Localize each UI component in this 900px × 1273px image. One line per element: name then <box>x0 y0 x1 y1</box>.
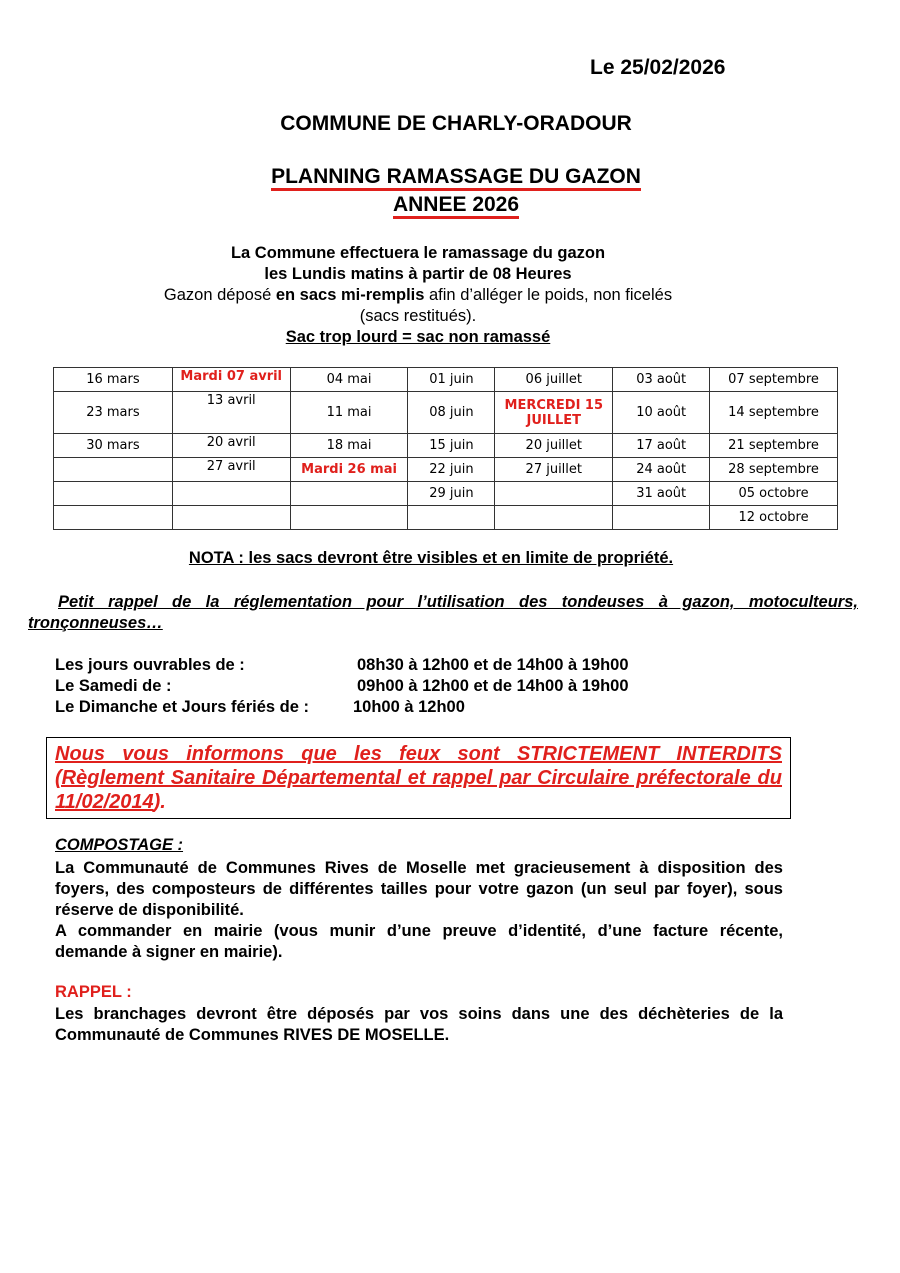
table-cell: 27 avril <box>172 458 290 482</box>
hours-label: Le Dimanche et Jours fériés de : <box>55 698 310 716</box>
table-cell <box>54 458 173 482</box>
page-title <box>0 163 900 219</box>
table-cell: 07 septembre <box>710 368 838 392</box>
table-cell: 27 juillet <box>495 458 613 482</box>
schedule-table <box>53 367 838 530</box>
hours-value: 08h30 à 12h00 et de 14h00 à 19h00 <box>357 656 629 674</box>
intro-line-4: (sacs restitués). <box>359 307 477 325</box>
intro-line-3-bold: en sacs mi-remplis <box>275 286 425 304</box>
hours-value: 10h00 à 12h00 <box>353 698 465 716</box>
intro-block <box>0 243 836 348</box>
table-cell: 18 mai <box>290 434 408 458</box>
table-cell: 13 avril <box>172 392 290 434</box>
table-row <box>54 482 838 506</box>
compostage-paragraph-2: A commander en mairie (vous munir d’une preuve d’identité, d’une facture récente, demande à signer en mairie). <box>55 922 783 961</box>
table-cell: 31 août <box>613 482 710 506</box>
intro-line-3-pre: Gazon déposé <box>163 286 276 304</box>
table-cell <box>54 506 173 530</box>
table-cell <box>290 482 408 506</box>
table-cell: 23 mars <box>54 392 173 434</box>
document-date: Le 25/02/2026 <box>590 56 726 79</box>
title-line-1: PLANNING RAMASSAGE DU GAZON <box>271 165 641 191</box>
rappel-text: Les branchages devront être déposés par vos soins dans une des déchèteries de la Communauté de Communes RIVES DE MOSELLE. <box>55 1005 783 1044</box>
table-cell <box>54 482 173 506</box>
title-line-2: ANNEE 2026 <box>393 193 519 219</box>
table-cell: 14 septembre <box>710 392 838 434</box>
intro-warning: Sac trop lourd = sac non ramassé <box>285 328 551 346</box>
table-row <box>54 506 838 530</box>
table-cell <box>290 506 408 530</box>
table-cell: 03 août <box>613 368 710 392</box>
table-cell: MERCREDI 15 JUILLET <box>495 392 613 434</box>
table-row <box>54 458 838 482</box>
hours-label: Le Samedi de : <box>55 677 172 695</box>
table-row <box>54 392 838 434</box>
table-cell: 30 mars <box>54 434 173 458</box>
table-cell <box>408 506 495 530</box>
hours-value: 09h00 à 12h00 et de 14h00 à 19h00 <box>357 677 629 695</box>
table-cell: Mardi 07 avril <box>172 368 290 392</box>
table-row <box>54 434 838 458</box>
table-cell: 20 avril <box>172 434 290 458</box>
table-cell <box>495 482 613 506</box>
intro-line-3-post: afin d’alléger le poids, non ficelés <box>424 286 673 304</box>
table-cell: 21 septembre <box>710 434 838 458</box>
table-cell: 29 juin <box>408 482 495 506</box>
table-cell: 11 mai <box>290 392 408 434</box>
hours-label: Les jours ouvrables de : <box>55 656 245 674</box>
table-cell: 10 août <box>613 392 710 434</box>
table-cell: 22 juin <box>408 458 495 482</box>
intro-line-1: La Commune effectuera le ramassage du gazon <box>230 244 606 262</box>
table-cell: 12 octobre <box>710 506 838 530</box>
regulation-reminder: Petit rappel de la réglementation pour l’utilisation des tondeuses à gazon, motoculteurs, tronçonneuses… <box>28 593 858 632</box>
intro-line-2: les Lundis matins à partir de 08 Heures <box>264 265 572 283</box>
intro-line-3 <box>0 285 836 306</box>
commune-heading: COMMUNE DE CHARLY-ORADOUR <box>280 112 632 135</box>
compostage-text <box>55 858 783 963</box>
table-cell <box>495 506 613 530</box>
fire-ban-text: Nous vous informons que les feux sont STRICTEMENT INTERDITS (Règlement Sanitaire Départemental et rappel par Circulaire préfectorale du 11/02/2014 <box>55 743 782 813</box>
table-cell: 01 juin <box>408 368 495 392</box>
table-cell: 08 juin <box>408 392 495 434</box>
fire-ban-notice <box>46 737 791 819</box>
compostage-paragraph-1: La Communauté de Communes Rives de Moselle met gracieusement à disposition des foyers, des composteurs de différentes tailles pour votre gazon (un seul par foyer), sous réserve de disponibilité. <box>55 859 783 919</box>
compostage-heading: COMPOSTAGE : <box>55 836 184 854</box>
table-cell: 15 juin <box>408 434 495 458</box>
table-cell: 05 octobre <box>710 482 838 506</box>
table-cell <box>172 506 290 530</box>
table-cell <box>172 482 290 506</box>
table-cell: 24 août <box>613 458 710 482</box>
table-cell: 20 juillet <box>495 434 613 458</box>
fire-ban-end: ). <box>153 791 166 813</box>
table-cell: 28 septembre <box>710 458 838 482</box>
table-cell: 04 mai <box>290 368 408 392</box>
nota-text: NOTA : les sacs devront être visibles et en limite de propriété. <box>188 549 674 567</box>
rappel-heading: RAPPEL : <box>55 983 132 1001</box>
table-cell: 06 juillet <box>495 368 613 392</box>
table-cell <box>613 506 710 530</box>
table-cell: 16 mars <box>54 368 173 392</box>
table-row <box>54 368 838 392</box>
table-cell: Mardi 26 mai <box>290 458 408 482</box>
table-cell: 17 août <box>613 434 710 458</box>
